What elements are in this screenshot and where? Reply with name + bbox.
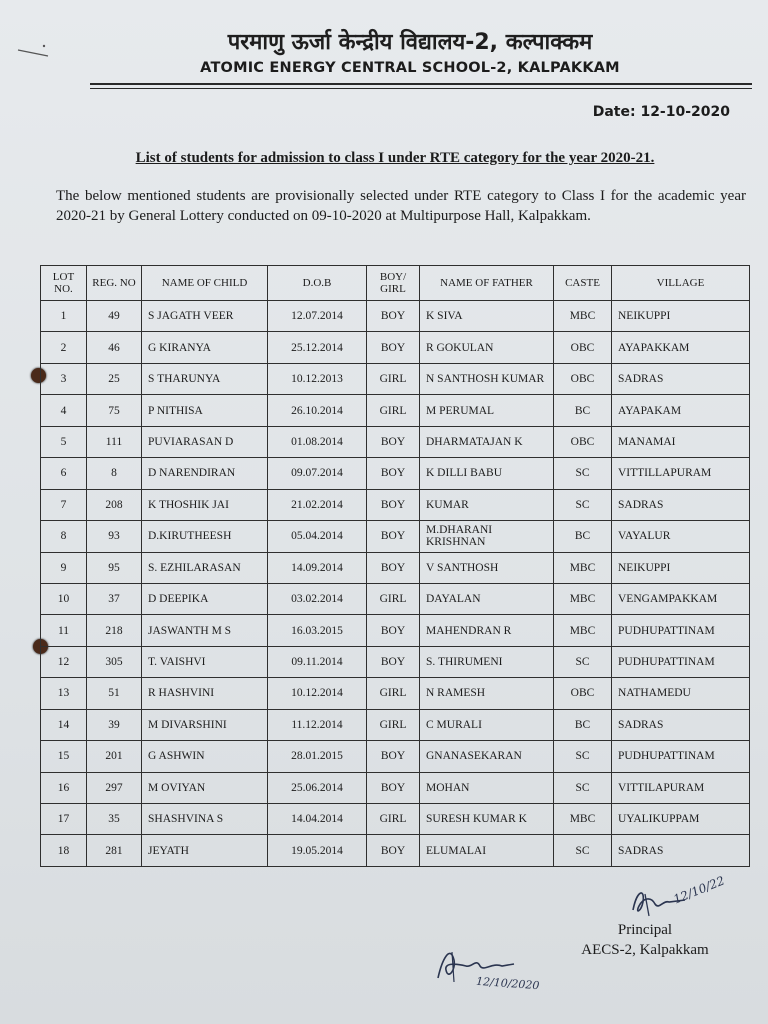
cell-dob: 19.05.2014 bbox=[268, 835, 367, 867]
cell-village: AYAPAKKAM bbox=[612, 332, 750, 363]
cell-lot-no: 7 bbox=[41, 489, 87, 520]
cell-child-name: JASWANTH M S bbox=[142, 615, 268, 646]
cell-lot-no: 17 bbox=[41, 804, 87, 835]
cell-caste: OBC bbox=[554, 363, 612, 394]
cell-child-name: D NARENDIRAN bbox=[142, 458, 268, 489]
cell-father-name: GNANASEKARAN bbox=[420, 741, 554, 772]
cell-caste: SC bbox=[554, 646, 612, 677]
column-header-lot-no: LOT NO. bbox=[41, 266, 87, 301]
column-header-father-name: NAME OF FATHER bbox=[420, 266, 554, 301]
cell-gender: BOY bbox=[367, 521, 420, 552]
cell-lot-no: 8 bbox=[41, 521, 87, 552]
column-header-village: VILLAGE bbox=[612, 266, 750, 301]
cell-father-name: ELUMALAI bbox=[420, 835, 554, 867]
cell-lot-no: 15 bbox=[41, 741, 87, 772]
cell-child-name: P NITHISA bbox=[142, 395, 268, 426]
cell-father-name: K DILLI BABU bbox=[420, 458, 554, 489]
cell-father-name: MAHENDRAN R bbox=[420, 615, 554, 646]
cell-lot-no: 6 bbox=[41, 458, 87, 489]
cell-lot-no: 12 bbox=[41, 646, 87, 677]
cell-village: VENGAMPAKKAM bbox=[612, 583, 750, 614]
cell-child-name: K THOSHIK JAI bbox=[142, 489, 268, 520]
cell-lot-no: 1 bbox=[41, 301, 87, 332]
cell-lot-no: 13 bbox=[41, 678, 87, 709]
cell-lot-no: 5 bbox=[41, 426, 87, 457]
table-row bbox=[41, 521, 750, 552]
cell-caste: MBC bbox=[554, 583, 612, 614]
cell-dob: 14.04.2014 bbox=[268, 804, 367, 835]
table-row bbox=[41, 615, 750, 646]
cell-gender: BOY bbox=[367, 552, 420, 583]
cell-village: SADRAS bbox=[612, 363, 750, 394]
cell-child-name: S. EZHILARASAN bbox=[142, 552, 268, 583]
document-date: Date: 12-10-2020 bbox=[592, 104, 730, 120]
table-row bbox=[41, 426, 750, 457]
table-row bbox=[41, 741, 750, 772]
cell-lot-no: 2 bbox=[41, 332, 87, 363]
cell-dob: 12.07.2014 bbox=[268, 301, 367, 332]
cell-dob: 03.02.2014 bbox=[268, 583, 367, 614]
cell-caste: OBC bbox=[554, 426, 612, 457]
column-header-reg-no: REG. NO bbox=[87, 266, 142, 301]
cell-father-name: R GOKULAN bbox=[420, 332, 554, 363]
students-table bbox=[40, 265, 750, 867]
document-title: List of students for admission to class I under RTE category for the year 2020-21. bbox=[135, 150, 655, 166]
cell-child-name: S JAGATH VEER bbox=[142, 301, 268, 332]
cell-father-name: MOHAN bbox=[420, 772, 554, 803]
cell-reg-no: 111 bbox=[87, 426, 142, 457]
table-row bbox=[41, 835, 750, 867]
cell-child-name: R HASHVINI bbox=[142, 678, 268, 709]
cell-dob: 01.08.2014 bbox=[268, 426, 367, 457]
column-header-caste: CASTE bbox=[554, 266, 612, 301]
cell-caste: SC bbox=[554, 835, 612, 867]
cell-reg-no: 297 bbox=[87, 772, 142, 803]
cell-reg-no: 37 bbox=[87, 583, 142, 614]
cell-reg-no: 281 bbox=[87, 835, 142, 867]
cell-father-name: DHARMATAJAN K bbox=[420, 426, 554, 457]
cell-village: PUDHUPATTINAM bbox=[612, 646, 750, 677]
cell-child-name: G ASHWIN bbox=[142, 741, 268, 772]
cell-dob: 05.04.2014 bbox=[268, 521, 367, 552]
table-row bbox=[41, 363, 750, 394]
principal-signature-date: 12/10/22 bbox=[671, 873, 727, 907]
cell-caste: BC bbox=[554, 709, 612, 740]
table-body bbox=[41, 301, 750, 867]
cell-gender: BOY bbox=[367, 489, 420, 520]
cell-caste: SC bbox=[554, 489, 612, 520]
cell-gender: BOY bbox=[367, 615, 420, 646]
cell-father-name: N SANTHOSH KUMAR bbox=[420, 363, 554, 394]
cell-child-name: T. VAISHVI bbox=[142, 646, 268, 677]
table-row bbox=[41, 709, 750, 740]
cell-dob: 25.06.2014 bbox=[268, 772, 367, 803]
table-row bbox=[41, 489, 750, 520]
cell-father-name: V SANTHOSH bbox=[420, 552, 554, 583]
cell-child-name: D DEEPIKA bbox=[142, 583, 268, 614]
cell-reg-no: 35 bbox=[87, 804, 142, 835]
table-row bbox=[41, 678, 750, 709]
cell-lot-no: 16 bbox=[41, 772, 87, 803]
table-row bbox=[41, 583, 750, 614]
cell-father-name: C MURALI bbox=[420, 709, 554, 740]
cell-reg-no: 95 bbox=[87, 552, 142, 583]
cell-gender: BOY bbox=[367, 741, 420, 772]
column-header-gender: BOY/ GIRL bbox=[367, 266, 420, 301]
cell-village: UYALIKUPPAM bbox=[612, 804, 750, 835]
cell-village: NEIKUPPI bbox=[612, 301, 750, 332]
school-name-english: ATOMIC ENERGY CENTRAL SCHOOL-2, KALPAKKAM bbox=[200, 60, 620, 76]
cell-gender: BOY bbox=[367, 772, 420, 803]
cell-father-name: M PERUMAL bbox=[420, 395, 554, 426]
cell-caste: BC bbox=[554, 395, 612, 426]
column-header-dob: D.O.B bbox=[268, 266, 367, 301]
cell-lot-no: 10 bbox=[41, 583, 87, 614]
cell-dob: 09.07.2014 bbox=[268, 458, 367, 489]
cell-gender: BOY bbox=[367, 835, 420, 867]
cell-lot-no: 4 bbox=[41, 395, 87, 426]
cell-dob: 16.03.2015 bbox=[268, 615, 367, 646]
cell-caste: MBC bbox=[554, 804, 612, 835]
table-row bbox=[41, 804, 750, 835]
cell-caste: OBC bbox=[554, 678, 612, 709]
cell-caste: MBC bbox=[554, 552, 612, 583]
cell-child-name: M DIVARSHINI bbox=[142, 709, 268, 740]
school-name-hindi: परमाणु ऊर्जा केन्द्रीय विद्यालय-2, कल्पाक्कम bbox=[227, 30, 593, 55]
table-row bbox=[41, 301, 750, 332]
cell-lot-no: 14 bbox=[41, 709, 87, 740]
cell-gender: GIRL bbox=[367, 363, 420, 394]
cell-gender: GIRL bbox=[367, 395, 420, 426]
cell-child-name: PUVIARASAN D bbox=[142, 426, 268, 457]
cell-gender: GIRL bbox=[367, 804, 420, 835]
cell-dob: 10.12.2013 bbox=[268, 363, 367, 394]
cell-gender: BOY bbox=[367, 646, 420, 677]
cell-child-name: G KIRANYA bbox=[142, 332, 268, 363]
signatory-block bbox=[560, 920, 730, 960]
cell-lot-no: 11 bbox=[41, 615, 87, 646]
cell-reg-no: 39 bbox=[87, 709, 142, 740]
cell-village: NEIKUPPI bbox=[612, 552, 750, 583]
table-row bbox=[41, 395, 750, 426]
cell-gender: BOY bbox=[367, 426, 420, 457]
cell-child-name: SHASHVINA S bbox=[142, 804, 268, 835]
cell-gender: GIRL bbox=[367, 583, 420, 614]
cell-dob: 11.12.2014 bbox=[268, 709, 367, 740]
cell-father-name: K SIVA bbox=[420, 301, 554, 332]
cell-gender: BOY bbox=[367, 301, 420, 332]
cell-reg-no: 51 bbox=[87, 678, 142, 709]
cell-lot-no: 9 bbox=[41, 552, 87, 583]
cell-reg-no: 93 bbox=[87, 521, 142, 552]
cell-child-name: JEYATH bbox=[142, 835, 268, 867]
cell-village: VITTILAPURAM bbox=[612, 772, 750, 803]
cell-father-name: S. THIRUMENI bbox=[420, 646, 554, 677]
cell-village: PUDHUPATTINAM bbox=[612, 741, 750, 772]
column-header-child-name: NAME OF CHILD bbox=[142, 266, 268, 301]
cell-dob: 26.10.2014 bbox=[268, 395, 367, 426]
cell-lot-no: 3 bbox=[41, 363, 87, 394]
cell-child-name: M OVIYAN bbox=[142, 772, 268, 803]
cell-gender: GIRL bbox=[367, 678, 420, 709]
header-rule-thin bbox=[90, 88, 752, 89]
cell-gender: GIRL bbox=[367, 709, 420, 740]
cell-reg-no: 49 bbox=[87, 301, 142, 332]
cell-reg-no: 46 bbox=[87, 332, 142, 363]
cell-reg-no: 201 bbox=[87, 741, 142, 772]
cell-father-name: DAYALAN bbox=[420, 583, 554, 614]
cell-dob: 14.09.2014 bbox=[268, 552, 367, 583]
cell-village: SADRAS bbox=[612, 489, 750, 520]
cell-reg-no: 8 bbox=[87, 458, 142, 489]
signatory-title: Principal bbox=[617, 922, 673, 938]
cell-village: SADRAS bbox=[612, 835, 750, 867]
cell-caste: SC bbox=[554, 741, 612, 772]
cell-father-name: N RAMESH bbox=[420, 678, 554, 709]
header-rule bbox=[90, 83, 752, 85]
table-row bbox=[41, 332, 750, 363]
cell-reg-no: 305 bbox=[87, 646, 142, 677]
cell-lot-no: 18 bbox=[41, 835, 87, 867]
cell-village: VITTILLAPURAM bbox=[612, 458, 750, 489]
cell-caste: MBC bbox=[554, 615, 612, 646]
table-row bbox=[41, 458, 750, 489]
margin-pencil-mark bbox=[14, 42, 54, 62]
cell-dob: 09.11.2014 bbox=[268, 646, 367, 677]
cell-reg-no: 25 bbox=[87, 363, 142, 394]
cell-dob: 21.02.2014 bbox=[268, 489, 367, 520]
cell-caste: SC bbox=[554, 772, 612, 803]
cell-village: VAYALUR bbox=[612, 521, 750, 552]
table-row bbox=[41, 646, 750, 677]
cell-gender: BOY bbox=[367, 458, 420, 489]
cell-caste: OBC bbox=[554, 332, 612, 363]
cell-village: AYAPAKAM bbox=[612, 395, 750, 426]
signatory-school: AECS-2, Kalpakkam bbox=[581, 942, 709, 958]
cell-village: SADRAS bbox=[612, 709, 750, 740]
cell-caste: MBC bbox=[554, 301, 612, 332]
cell-child-name: D.KIRUTHEESH bbox=[142, 521, 268, 552]
cell-village: NATHAMEDU bbox=[612, 678, 750, 709]
table-row bbox=[41, 772, 750, 803]
cell-reg-no: 218 bbox=[87, 615, 142, 646]
cell-caste: BC bbox=[554, 521, 612, 552]
cell-caste: SC bbox=[554, 458, 612, 489]
intro-paragraph: The below mentioned students are provisionally selected under RTE category to Class I for the academic year 2020-21 by General Lottery conducted on 09-10-2020 at Multipurpose Hall, Kalpakkam. bbox=[56, 188, 746, 224]
cell-dob: 28.01.2015 bbox=[268, 741, 367, 772]
table-header-row bbox=[41, 266, 750, 301]
cell-dob: 25.12.2014 bbox=[268, 332, 367, 363]
cell-reg-no: 208 bbox=[87, 489, 142, 520]
cell-child-name: S THARUNYA bbox=[142, 363, 268, 394]
table-row bbox=[41, 552, 750, 583]
cell-reg-no: 75 bbox=[87, 395, 142, 426]
cell-father-name: KUMAR bbox=[420, 489, 554, 520]
cell-dob: 10.12.2014 bbox=[268, 678, 367, 709]
cell-father-name: M.DHARANI KRISHNAN bbox=[420, 521, 554, 552]
cell-village: MANAMAI bbox=[612, 426, 750, 457]
cell-gender: BOY bbox=[367, 332, 420, 363]
handwritten-date-left: 12/10/2020 bbox=[475, 974, 540, 993]
cell-village: PUDHUPATTINAM bbox=[612, 615, 750, 646]
cell-father-name: SURESH KUMAR K bbox=[420, 804, 554, 835]
